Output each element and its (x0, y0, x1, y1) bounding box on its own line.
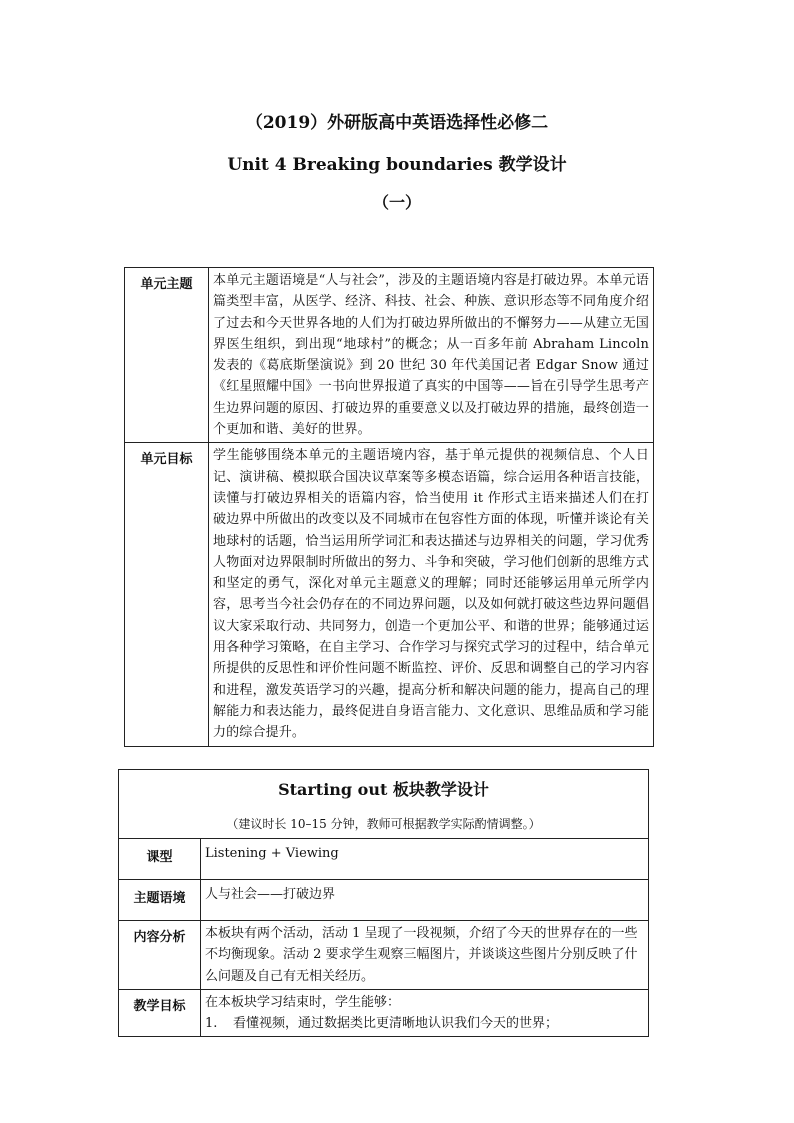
table-row (119, 989, 649, 1037)
section-duration-note: （建议时长 10–15 分钟，教师可根据教学实际酌情调整。） (226, 817, 541, 831)
unit-theme-text: 本单元主题语境是“人与社会”，涉及的主题语境内容是打破边界。本单元语篇类型丰富，从医学、经济、科技、社会、种族、意识形态等不同角度介绍了过去和今天世界各地的人们为打破边界所做出的不懈努力——从建立无国界医生组织，到出现“地球村”的概念；从一百多年前 Abraham Lincoln 发表的《葛底斯堡演说》到 20 世纪 30 年代美国记者 Edgar Snow 通过《红星照耀中国》一书向世界报道了真实的中国等——旨在引导学生思考产生边界问题的原因、打破边界的重要意义以及打破边界的措施，最终创造一个更加和谐、美好的世界。 (209, 268, 654, 443)
goal-number: 1. (205, 1016, 218, 1032)
theme-context-text: 人与社会——打破边界 (201, 880, 649, 921)
lesson-type-text: Listening + Viewing (201, 839, 649, 880)
document-title-line3: （一） (372, 193, 421, 212)
document-title-line2: Unit 4 Breaking boundaries 教学设计 (227, 155, 567, 175)
theme-context-label: 主题语境 (119, 880, 201, 921)
teaching-goal-item (205, 1013, 644, 1034)
table-row (119, 921, 649, 990)
unit-overview-table (124, 267, 654, 747)
content-analysis-text: 本板块有两个活动，活动 1 呈现了一段视频，介绍了今天的世界存在的一些不均衡现象。活动 2 要求学生观察三幅图片，并谈谈这些图片分别反映了什么问题及自己有无相关经历。 (201, 921, 649, 990)
teaching-goal-cell (201, 989, 649, 1037)
document-title-line1: （2019）外研版高中英语选择性必修二 (245, 113, 549, 133)
lesson-type-label: 课型 (119, 839, 201, 880)
starting-out-table (118, 769, 649, 1037)
teaching-goal-label: 教学目标 (119, 989, 201, 1037)
content-analysis-label: 内容分析 (119, 921, 201, 990)
section-title: Starting out 板块教学设计 (278, 780, 489, 799)
table-row (125, 443, 654, 746)
unit-goal-text: 学生能够围绕本单元的主题语境内容，基于单元提供的视频信息、个人日记、演讲稿、模拟联合国决议草案等多模态语篇，综合运用各种语言技能，读懂与打破边界相关的语篇内容，恰当使用 it 作形式主语来描述人们在打破边界中所做出的改变以及不同城市在包容性方面的体现，听懂并谈论有关地球村的话题，恰当运用所学词汇和表达描述与边界相关的问题，学习优秀人物面对边界限制时所做出的努力、斗争和突破，学习他们创新的思维方式和坚定的勇气，深化对单元主题意义的理解；同时还能够运用单元所学内容，思考当今社会仍存在的不同边界问题，以及如何就打破这些边界问题倡议大家采取行动、共同努力，创造一个更加公平、和谐的世界；能够通过运用各种学习策略，在自主学习、合作学习与探究式学习的过程中，结合单元所提供的反思性和评价性问题不断监控、评价、反思和调整自己的学习内容和进程，激发英语学习的兴趣，提高分析和解决问题的能力，提高自己的理解能力和表达能力，最终促进自身语言能力、文化意识、思维品质和学习能力的综合提升。 (209, 443, 654, 746)
table-row (125, 268, 654, 443)
table-row (119, 839, 649, 880)
unit-theme-label: 单元主题 (125, 268, 209, 443)
table-row (119, 770, 649, 839)
table-row (119, 880, 649, 921)
goal-text: 看懂视频，通过数据类比更清晰地认识我们今天的世界； (233, 1016, 559, 1032)
unit-goal-label: 单元目标 (125, 443, 209, 746)
teaching-goal-intro: 在本板块学习结束时，学生能够： (205, 994, 401, 1010)
section-header-cell (119, 770, 649, 839)
